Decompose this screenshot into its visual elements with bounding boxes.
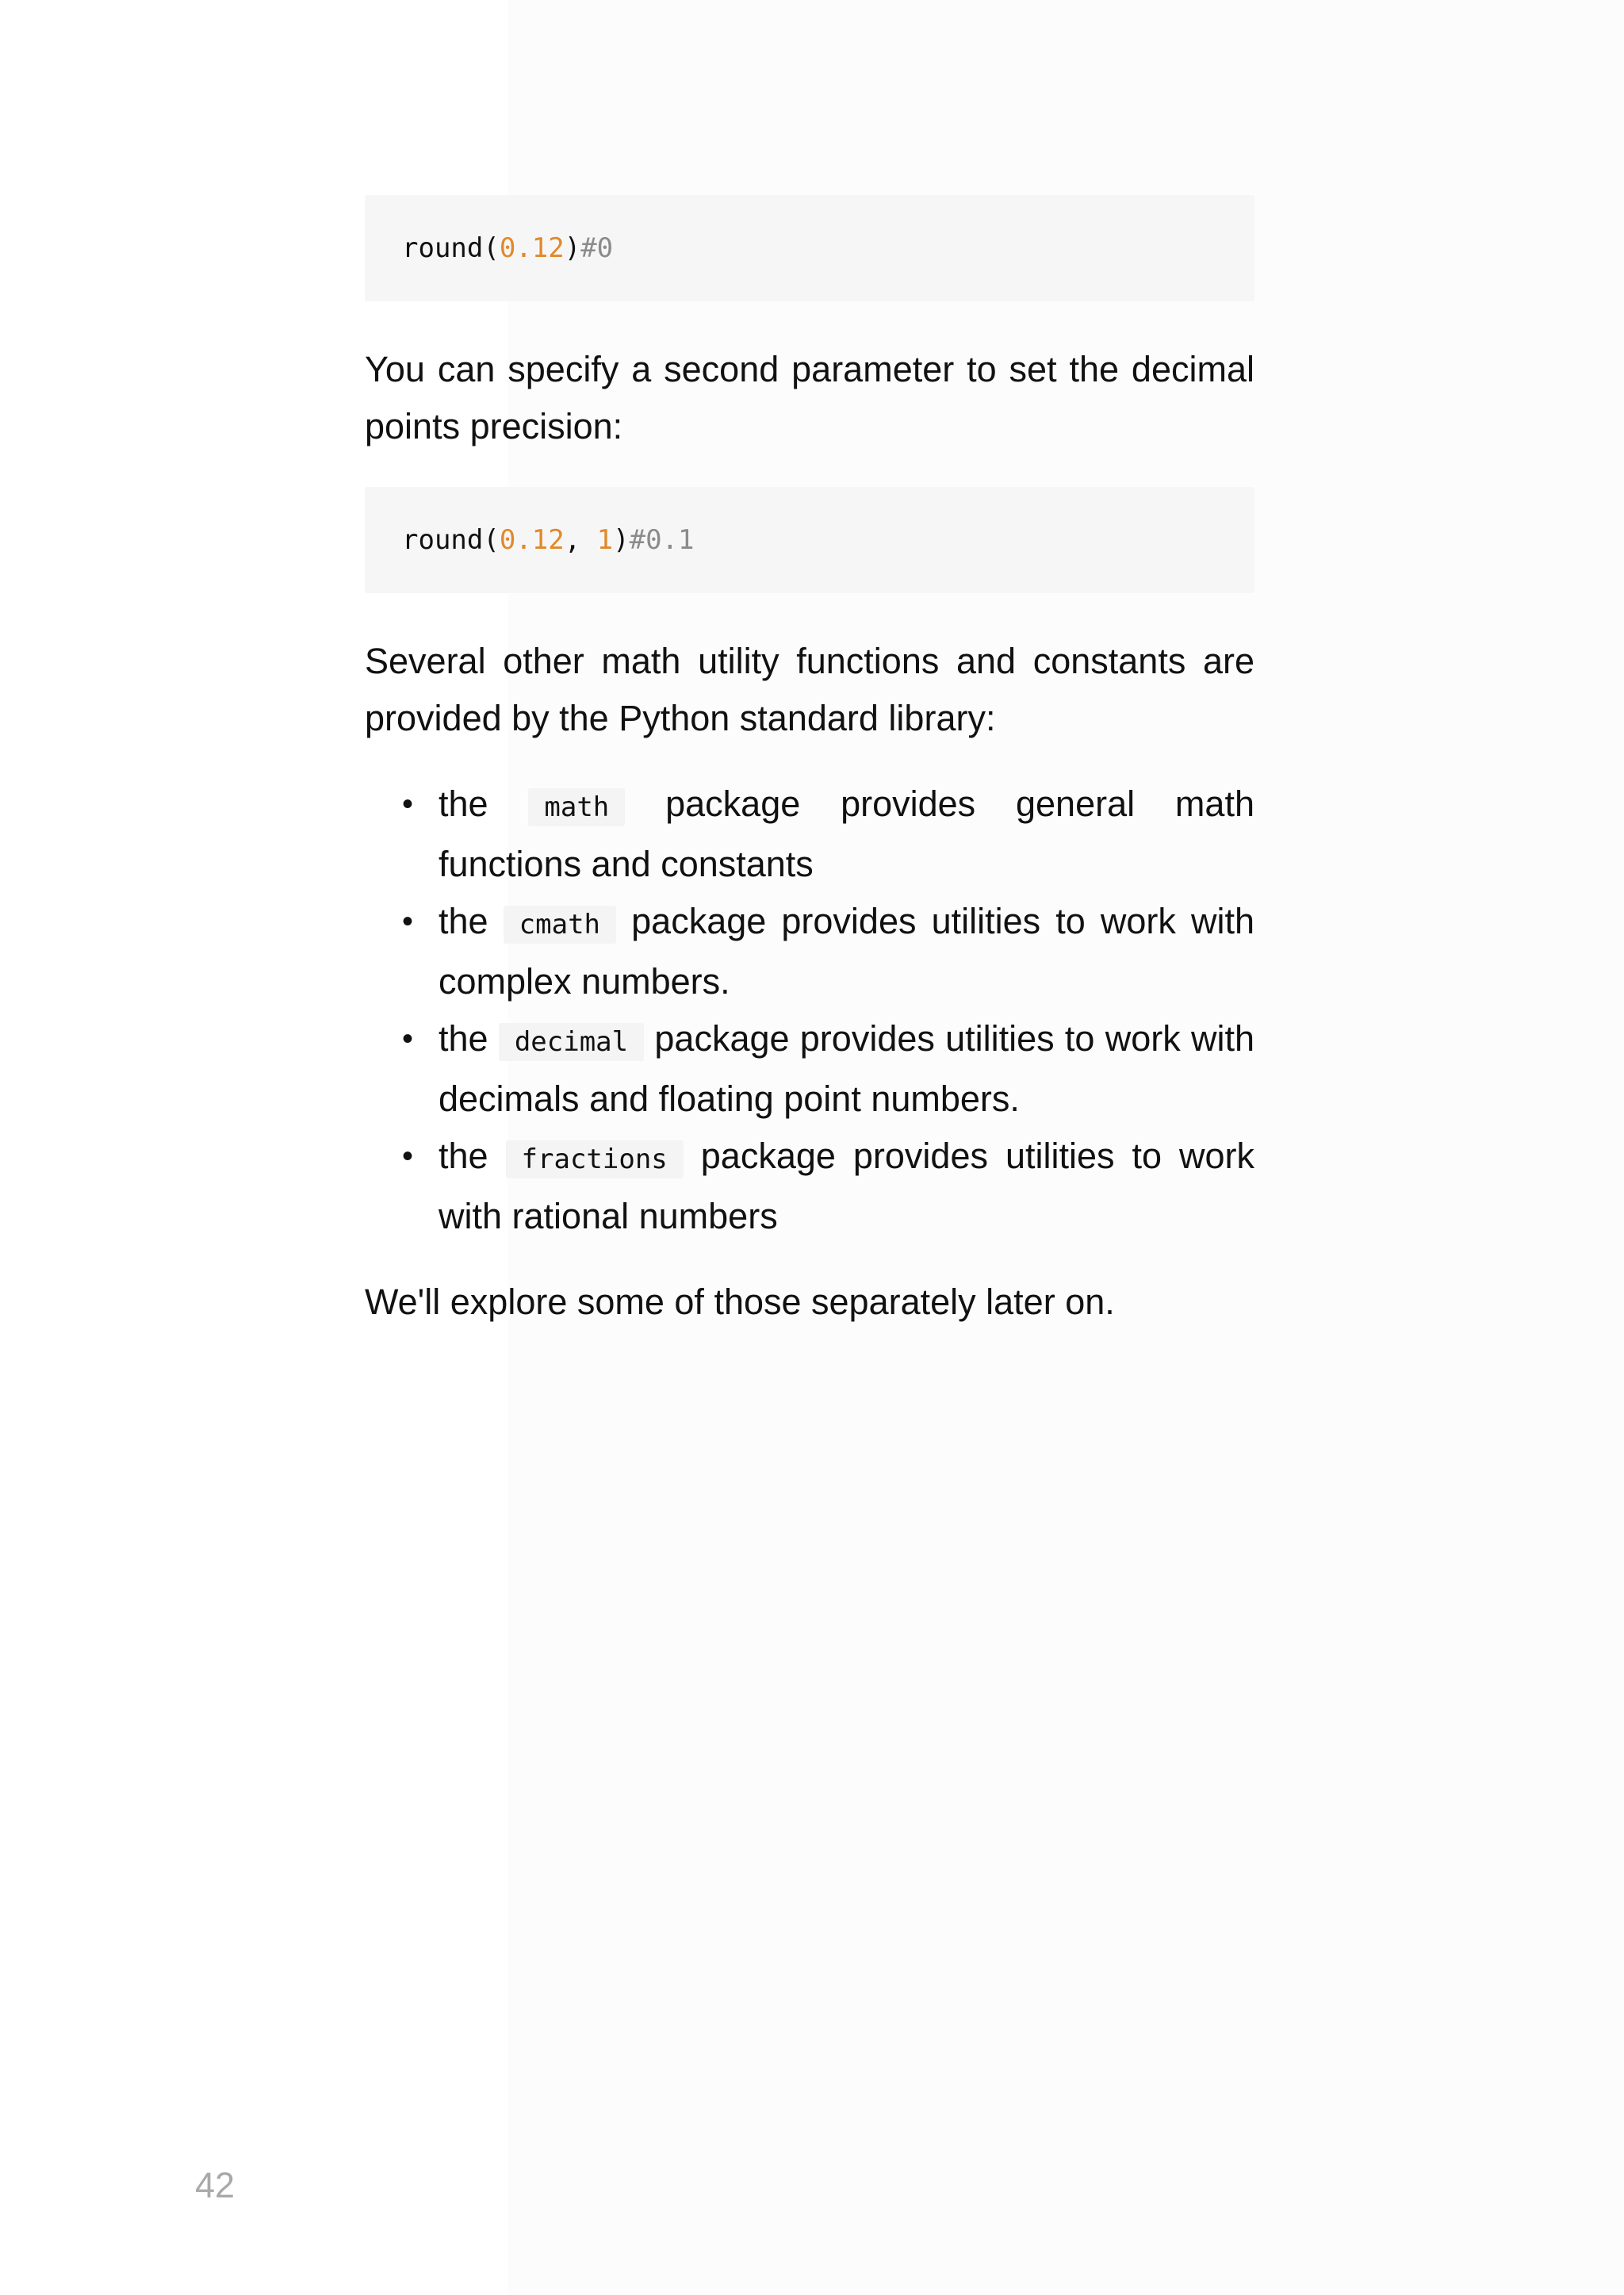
- code-number: 0.12: [499, 232, 565, 264]
- code-separator: ,: [564, 524, 597, 556]
- list-item-text: package provides general math functions and constants: [439, 784, 1254, 884]
- list-item-prefix: the: [439, 1136, 488, 1176]
- list-item-cmath: [402, 893, 1254, 1010]
- paragraph-precision: You can specify a second parameter to set the decimal points precision:: [365, 349, 1254, 446]
- bullet-icon: •: [402, 1139, 414, 1174]
- inline-code-fractions: fractions: [506, 1140, 684, 1178]
- code-function: round(: [402, 524, 500, 556]
- list-item-text: package provides utilities to work with decimals and floating point numbers.: [439, 1018, 1254, 1119]
- code-close-paren: ): [564, 232, 581, 264]
- list-item-prefix: the: [439, 784, 488, 824]
- list-item-prefix: the: [439, 901, 488, 941]
- code-block-round-precision: [365, 487, 1254, 593]
- code-function: round(: [402, 232, 500, 264]
- list-item-math: [402, 776, 1254, 893]
- bullet-icon: •: [402, 904, 414, 939]
- code-comment: #0.1: [629, 524, 695, 556]
- code-number: 0.12: [499, 524, 565, 556]
- bullet-icon: •: [402, 787, 414, 822]
- code-comment: #0: [580, 232, 614, 264]
- list-item-decimal: [402, 1010, 1254, 1128]
- inline-code-decimal: decimal: [499, 1023, 644, 1061]
- code-number-precision: 1: [596, 524, 614, 556]
- list-item-text: package provides utilities to work with complex numbers.: [439, 901, 1254, 1002]
- list-item-fractions: [402, 1128, 1254, 1245]
- inline-code-cmath: cmath: [504, 906, 616, 944]
- paragraph-intro-list: Several other math utility functions and constants are provided by the Python standard library:: [365, 641, 1254, 738]
- package-list: [365, 776, 1254, 1245]
- paragraph-closing: We'll explore some of those separately later on.: [365, 1282, 1115, 1322]
- page-number: 42: [195, 2165, 236, 2205]
- code-block-round: [365, 195, 1254, 301]
- bullet-icon: •: [402, 1021, 414, 1056]
- inline-code-math: math: [528, 788, 625, 826]
- code-close-paren: ): [613, 524, 630, 556]
- list-item-text: package provides utilities to work with rational numbers: [439, 1136, 1254, 1236]
- page-content: [365, 195, 1254, 1331]
- list-item-prefix: the: [439, 1018, 488, 1059]
